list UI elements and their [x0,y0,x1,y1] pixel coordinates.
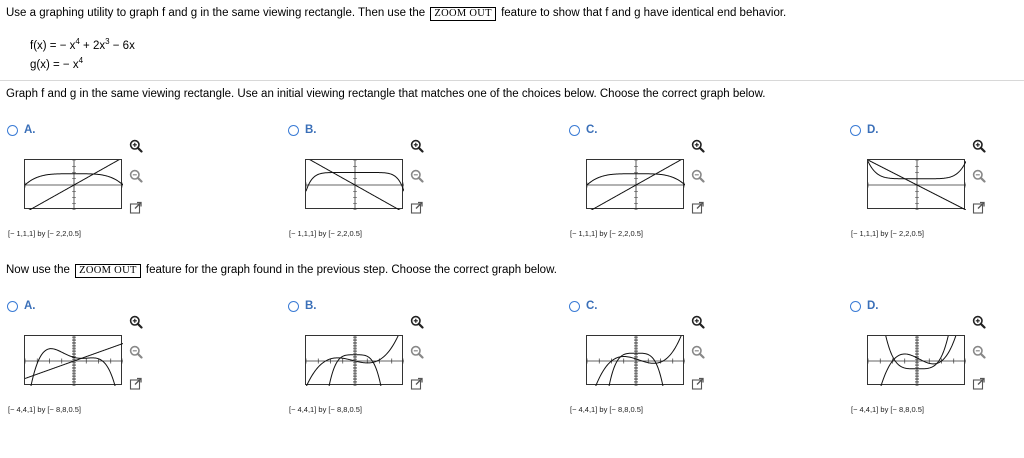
part1-option-d-radio[interactable] [850,125,861,136]
part2-graph[interactable] [305,335,403,385]
part1-option-label[interactable]: B. [305,124,317,136]
g-exp1: 4 [78,56,84,65]
part1-viewing-range: [− 1,1,1] by [− 2,2,0.5] [8,229,81,238]
zoom-out-icon[interactable] [410,345,424,359]
g-lhs: g(x) = [30,59,63,71]
graph-plot [868,160,966,210]
function-g [30,56,84,71]
popout-icon[interactable] [972,377,986,391]
part1-graph[interactable] [867,159,965,209]
zoom-out-icon[interactable] [691,169,705,183]
f-exp1: 4 [75,37,80,46]
part1-viewing-range: [− 1,1,1] by [− 2,2,0.5] [851,229,924,238]
zoom-out-icon[interactable] [410,169,424,183]
graph-plot [306,160,404,210]
g-term1: − x [62,59,79,71]
part2-prefix: Now use the [6,264,70,276]
graph-plot [587,336,685,386]
zoom-in-icon[interactable] [129,139,143,153]
part2-instruction [6,264,557,278]
question-suffix: feature to show that f and g have identical end behavior. [501,7,787,19]
part1-graph[interactable] [305,159,403,209]
function-f [30,37,135,52]
f-term1: − x [59,40,76,52]
popout-icon[interactable] [129,201,143,215]
part1-option-a-radio[interactable] [7,125,18,136]
f-exp2: 3 [105,37,110,46]
f-lhs: f(x) = [30,40,60,52]
zoom-out-label: ZOOM OUT [430,7,496,21]
zoom-out-icon[interactable] [129,345,143,359]
part2-option-d-radio[interactable] [850,301,861,312]
zoom-out-icon[interactable] [972,345,986,359]
zoom-out-label: ZOOM OUT [75,264,141,278]
graph-plot [868,336,966,386]
part1-instruction: Graph f and g in the same viewing rectangle. Use an initial viewing rectangle that matches one of the choices below. Choose the correct graph below. [6,88,766,100]
part2-viewing-range: [− 4,4,1] by [− 8,8,0.5] [289,405,362,414]
popout-icon[interactable] [691,377,705,391]
part2-viewing-range: [− 4,4,1] by [− 8,8,0.5] [851,405,924,414]
popout-icon[interactable] [410,377,424,391]
part2-option-label[interactable]: A. [24,300,36,312]
part1-option-label[interactable]: D. [867,124,879,136]
zoom-in-icon[interactable] [972,139,986,153]
part1-viewing-range: [− 1,1,1] by [− 2,2,0.5] [570,229,643,238]
part2-graph[interactable] [24,335,122,385]
graph-plot [25,160,123,210]
zoom-in-icon[interactable] [410,315,424,329]
part1-graph[interactable] [586,159,684,209]
zoom-in-icon[interactable] [410,139,424,153]
question-text [6,7,786,21]
part2-option-label[interactable]: C. [586,300,598,312]
f-term3: − 6x [109,40,135,52]
part2-option-b-radio[interactable] [288,301,299,312]
popout-icon[interactable] [410,201,424,215]
part2-viewing-range: [− 4,4,1] by [− 8,8,0.5] [8,405,81,414]
zoom-in-icon[interactable] [691,139,705,153]
part2-graph[interactable] [586,335,684,385]
part2-viewing-range: [− 4,4,1] by [− 8,8,0.5] [570,405,643,414]
graph-plot [587,160,685,210]
zoom-out-icon[interactable] [129,169,143,183]
part2-option-label[interactable]: B. [305,300,317,312]
part1-graph[interactable] [24,159,122,209]
part2-suffix: feature for the graph found in the previous step. Choose the correct graph below. [145,264,557,276]
part2-option-label[interactable]: D. [867,300,879,312]
part2-option-c-radio[interactable] [569,301,580,312]
part1-option-label[interactable]: C. [586,124,598,136]
f-term2: + 2x [79,40,106,52]
popout-icon[interactable] [129,377,143,391]
zoom-in-icon[interactable] [691,315,705,329]
zoom-in-icon[interactable] [129,315,143,329]
popout-icon[interactable] [691,201,705,215]
divider [0,80,1024,81]
part2-graph[interactable] [867,335,965,385]
zoom-out-icon[interactable] [691,345,705,359]
graph-plot [25,336,123,386]
zoom-in-icon[interactable] [972,315,986,329]
part2-option-a-radio[interactable] [7,301,18,312]
part1-option-b-radio[interactable] [288,125,299,136]
question-prefix: Use a graphing utility to graph f and g in the same viewing rectangle. Then use the [6,7,426,19]
part1-viewing-range: [− 1,1,1] by [− 2,2,0.5] [289,229,362,238]
part1-option-c-radio[interactable] [569,125,580,136]
graph-plot [306,336,404,386]
zoom-out-icon[interactable] [972,169,986,183]
part1-option-label[interactable]: A. [24,124,36,136]
popout-icon[interactable] [972,201,986,215]
